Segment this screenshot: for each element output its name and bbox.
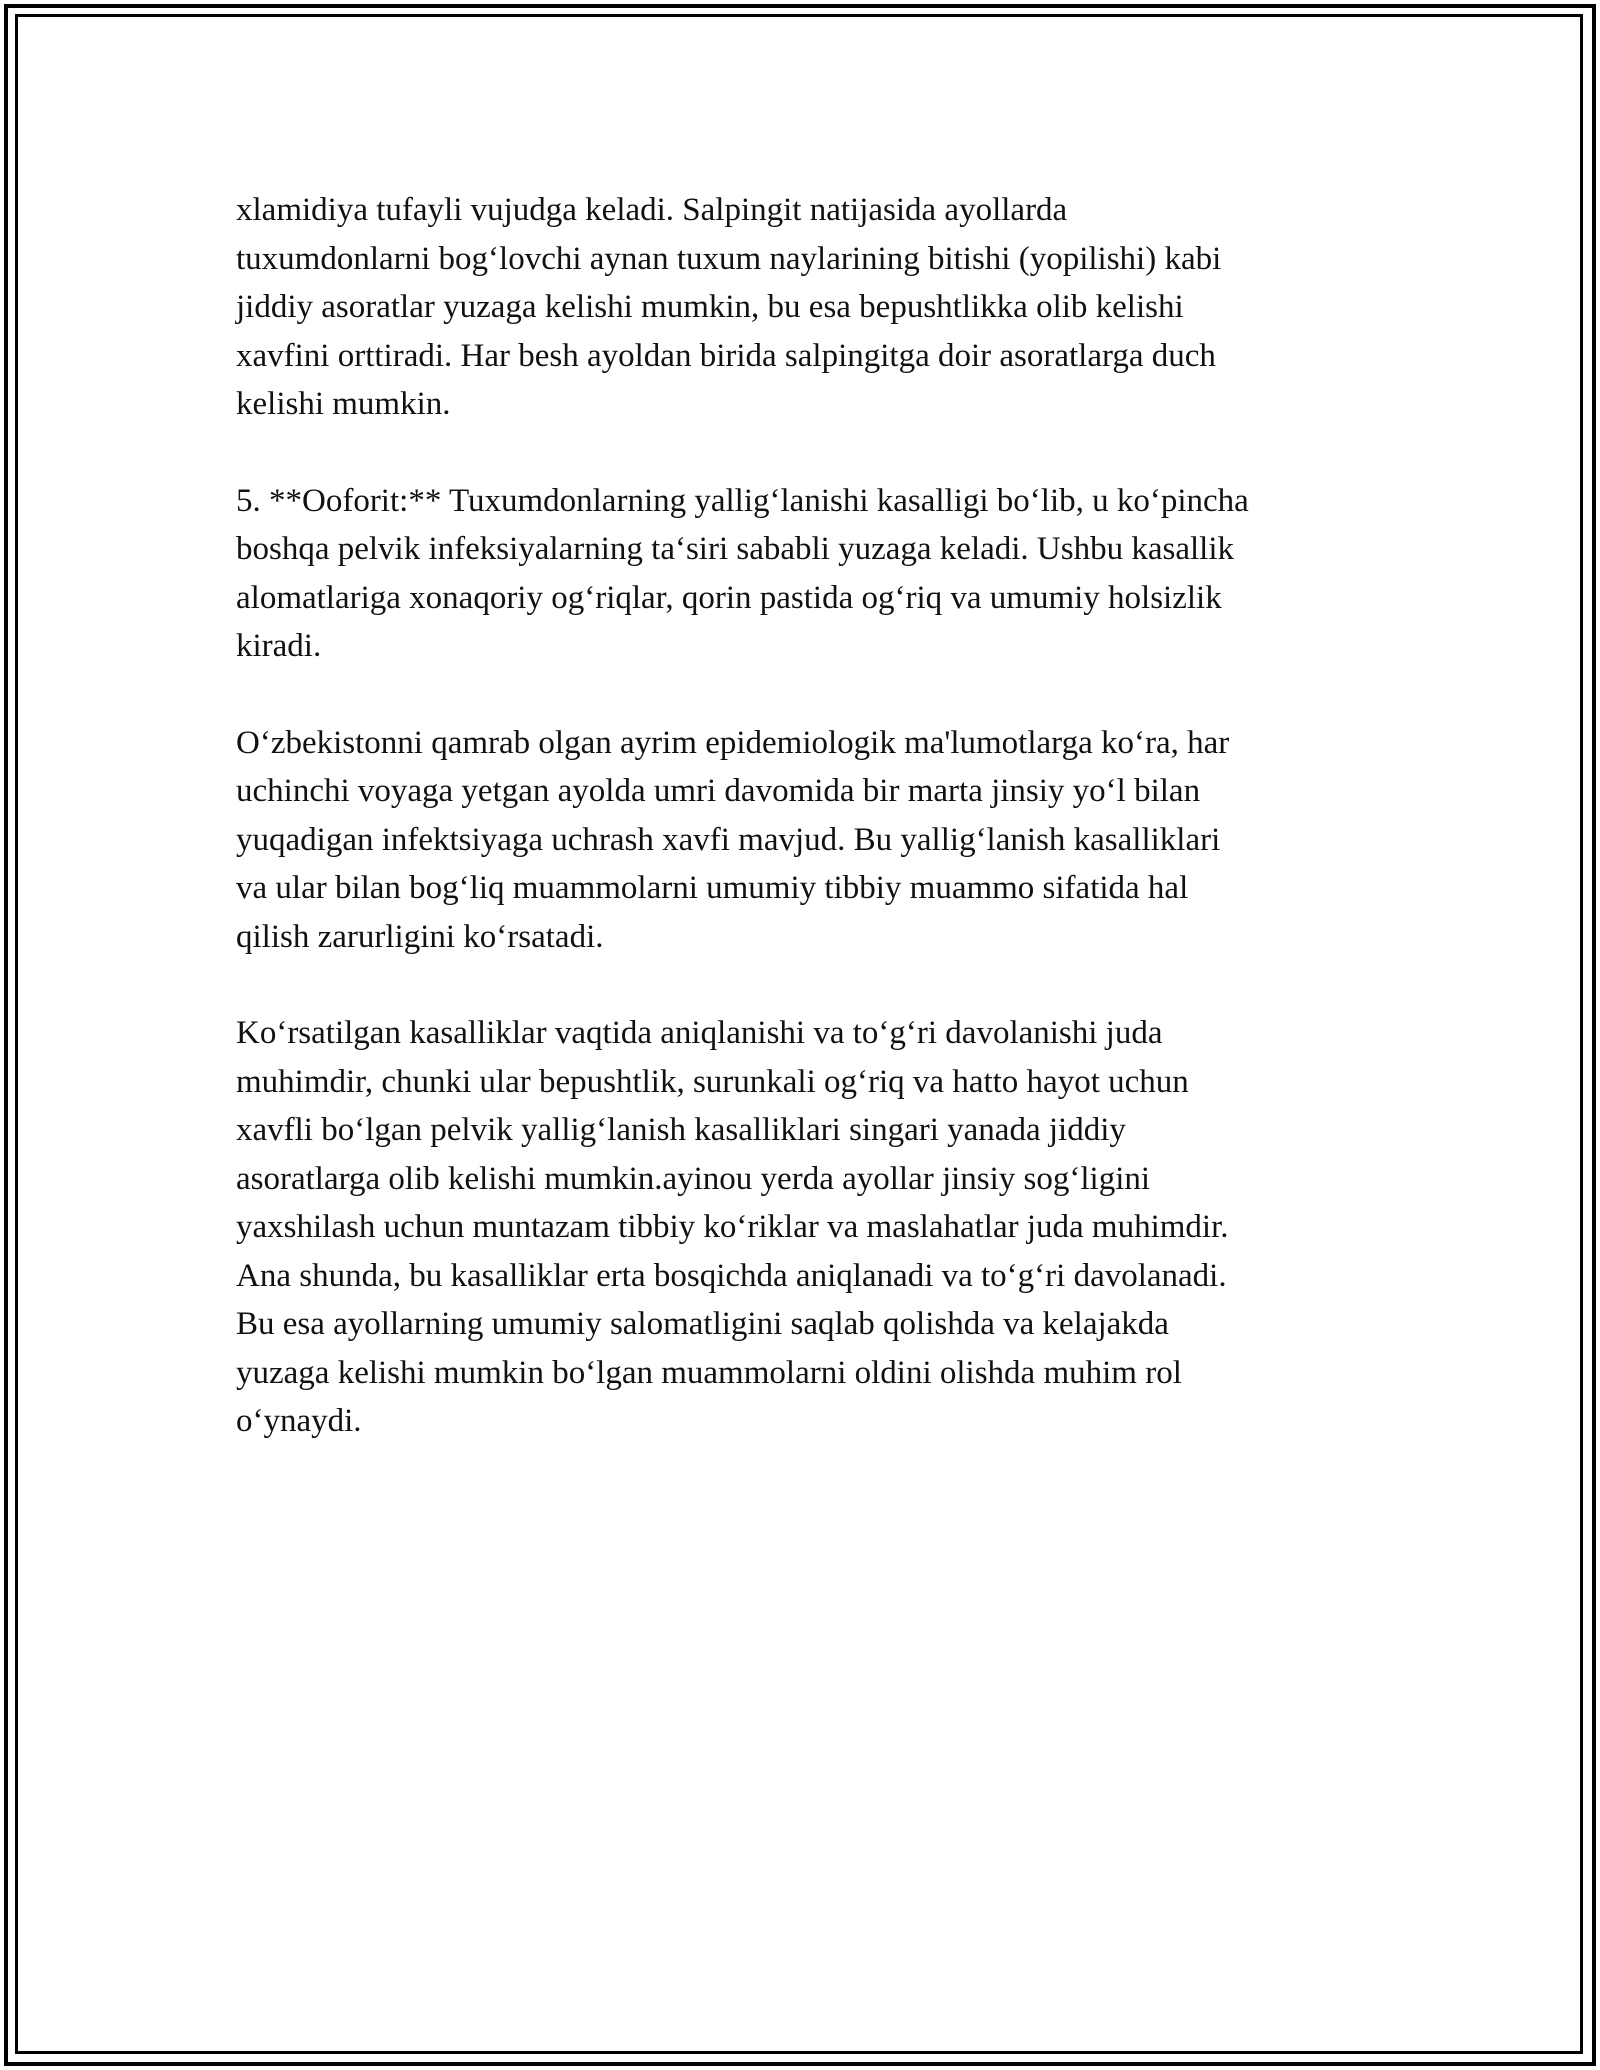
text-line: xavfini orttiradi. Har besh ayoldan birida salpingitga doir asoratlarga duch [236,337,1216,374]
text-line: kelishi mumkin. [236,386,451,422]
text-line: uchinchi voyaga yetgan ayolda umri davomida bir marta jinsiy yo‘l bilan [236,773,1201,809]
text-line: yuzaga kelishi mumkin bo‘lgan muammolarni oldini olishda muhim rol [236,1354,1182,1391]
text-line: o‘ynaydi. [236,1403,362,1439]
paragraph-epidemiology [236,719,1366,962]
text-line: va ular bilan bog‘liq muammolarni umumiy tibbiy muammo sifatida hal [236,870,1189,906]
text-line: O‘zbekistonni qamrab olgan ayrim epidemiologik ma'lumotlarga ko‘ra, har [236,724,1230,761]
document-body [236,186,1366,1446]
text-line: Bu esa ayollarning umumiy salomatligini saqlab qolishda va kelajakda [236,1306,1169,1342]
text-line: yuqadigan infektsiyaga uchrash xavfi mavjud. Bu yallig‘lanish kasalliklari [236,821,1221,858]
text-line: 5. **Ooforit:** Tuxumdonlarning yallig‘lanishi kasalligi bo‘lib, u ko‘pincha [236,482,1249,519]
text-line: tuxumdonlarni bog‘lovchi aynan tuxum naylarining bitishi (yopilishi) kabi [236,240,1222,277]
paragraph-ooforit [236,477,1366,671]
text-line: xavfli bo‘lgan pelvik yallig‘lanish kasalliklari singari yanada jiddiy [236,1112,1126,1148]
text-line: xlamidiya tufayli vujudga keladi. Salpingit natijasida ayollarda [236,192,1068,228]
text-line: kiradi. [236,628,322,664]
text-line: muhimdir, chunki ular bepushtlik, surunkali og‘riq va hatto hayot uchun [236,1063,1189,1100]
text-line: jiddiy asoratlar yuzaga kelishi mumkin, bu esa bepushtlikka olib kelishi [236,289,1184,325]
text-line: Ana shunda, bu kasalliklar erta bosqichda aniqlanadi va to‘g‘ri davolanadi. [236,1257,1227,1294]
text-line: yaxshilash uchun muntazam tibbiy ko‘riklar va maslahatlar juda muhimdir. [236,1209,1229,1245]
text-line: asoratlarga olib kelishi mumkin.ayinou yerda ayollar jinsiy sog‘ligini [236,1160,1151,1197]
paragraph-conclusion [236,1009,1366,1446]
text-line: qilish zarurligini ko‘rsatadi. [236,918,604,955]
text-line: alomatlariga xonaqoriy og‘riqlar, qorin pastida og‘riq va umumiy holsizlik [236,579,1222,616]
text-line: Ko‘rsatilgan kasalliklar vaqtida aniqlanishi va to‘g‘ri davolanishi juda [236,1015,1163,1051]
text-line: boshqa pelvik infeksiyalarning ta‘siri sababli yuzaga keladi. Ushbu kasallik [236,531,1234,567]
paragraph-salpingit [236,186,1366,429]
